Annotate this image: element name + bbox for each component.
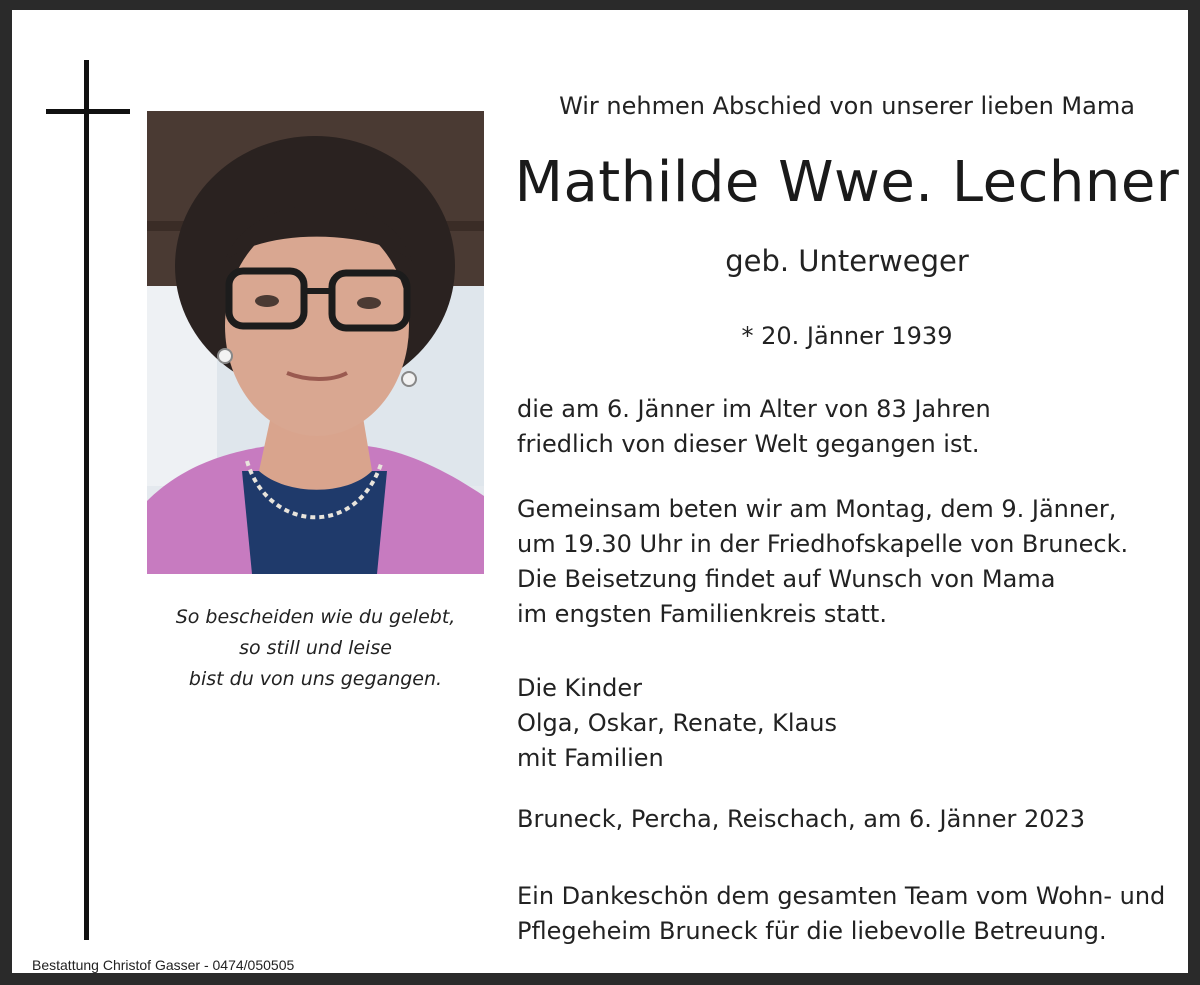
place-and-date [517, 802, 1187, 837]
service-details [517, 492, 1187, 632]
text-line: friedlich von dieser Welt gegangen ist. [517, 430, 980, 458]
verse [147, 602, 484, 695]
text-line: die am 6. Jänner im Alter von 83 Jahren [517, 395, 991, 423]
maiden-name: geb. Unterweger [725, 244, 969, 278]
text-line: Olga, Oskar, Renate, Klaus [517, 709, 838, 737]
mourners [517, 671, 1187, 776]
verse-line: bist du von uns gegangen. [188, 668, 443, 690]
death-notice [517, 392, 1187, 462]
verse-line: so still und leise [239, 637, 392, 659]
text-line: Ein Dankeschön dem gesamten Team vom Wohn- und [517, 882, 1166, 910]
text-line: Bruneck, Percha, Reischach, am 6. Jänner 2023 [517, 805, 1086, 833]
text-line: mit Familien [517, 744, 664, 772]
thanks-note [517, 879, 1187, 949]
text-line: Die Beisetzung findet auf Wunsch von Mama [517, 565, 1056, 593]
cross-horizontal-beam [46, 109, 130, 114]
text-line: Die Kinder [517, 674, 643, 702]
birth-date: * 20. Jänner 1939 [741, 322, 953, 350]
text-line: Gemeinsam beten wir am Montag, dem 9. Jänner, [517, 495, 1117, 523]
portrait-photo [147, 111, 484, 574]
deceased-name: Mathilde Wwe. Lechner [514, 150, 1180, 215]
text-line: um 19.30 Uhr in der Friedhofskapelle von Bruneck. [517, 530, 1129, 558]
text-line: Pflegeheim Bruneck für die liebevolle Betreuung. [517, 917, 1107, 945]
intro-line: Wir nehmen Abschied von unserer lieben Mama [559, 92, 1135, 120]
text-line: im engsten Familienkreis statt. [517, 600, 887, 628]
funeral-home-credit: Bestattung Christof Gasser - 0474/050505 [32, 957, 295, 973]
cross-vertical-beam [84, 60, 89, 940]
verse-line: So bescheiden wie du gelebt, [175, 606, 456, 628]
